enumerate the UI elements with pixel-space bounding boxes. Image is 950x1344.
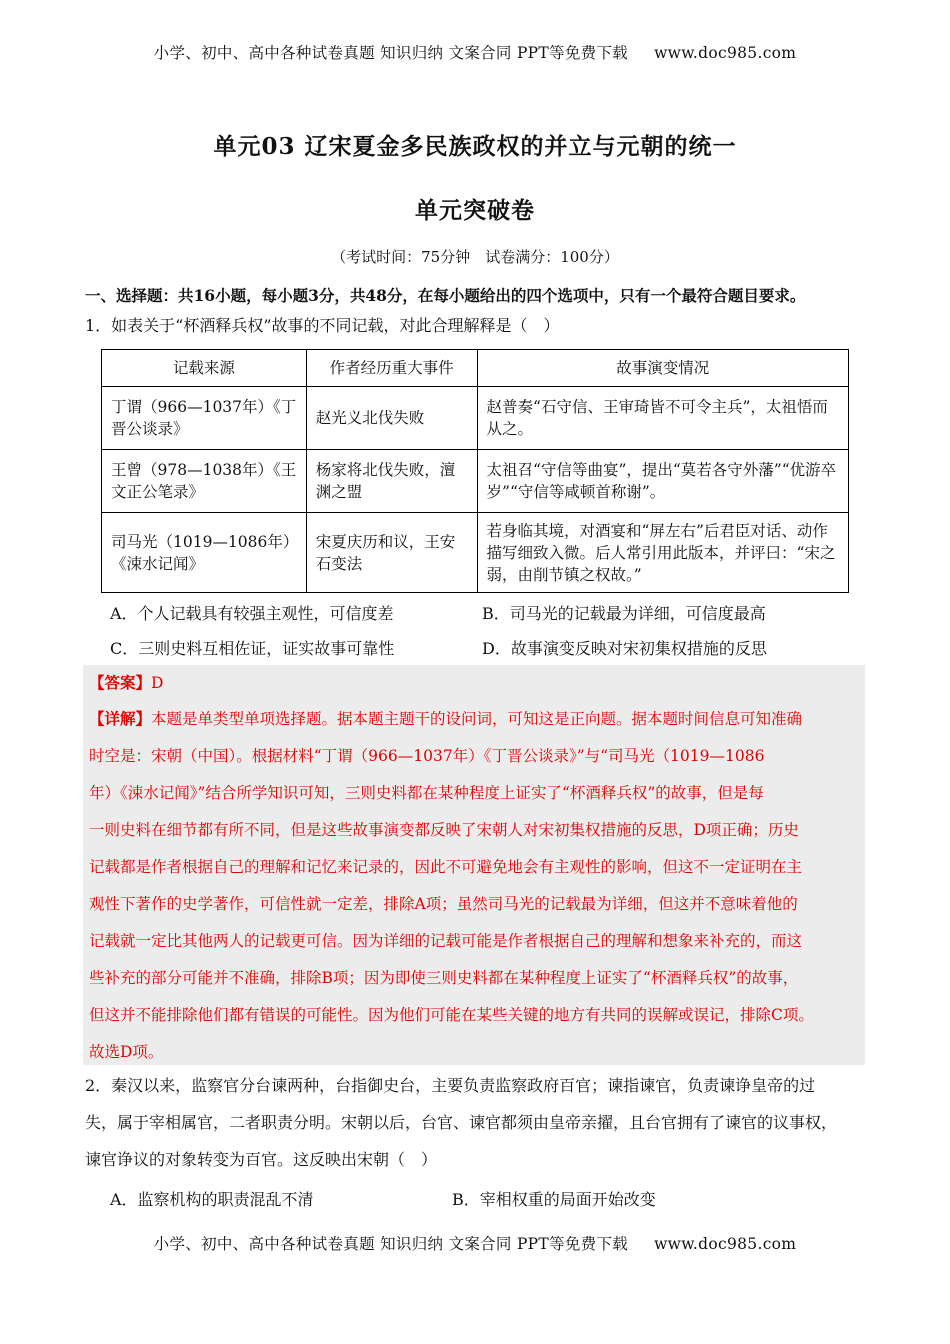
table-row [102, 450, 849, 513]
table-cell: 司马光（1019—1086年）《涑水记闻》 [102, 513, 307, 593]
question-1-stem: 1．如表关于“杯酒释兵权”故事的不同记载，对此合理解释是（ ） [85, 316, 560, 335]
table-cell: 赵光义北伐失败 [306, 387, 477, 450]
detail-line: 些补充的部分可能并不准确，排除B项；因为即使三则史料都在某种程度上证实了“杯酒释兵权”的故事， [89, 969, 799, 987]
detail-line [89, 707, 867, 729]
page-subtitle: 单元突破卷 [415, 197, 535, 224]
detail-line: 一则史料在细节都有所不同，但是这些故事演变都反映了宋朝人对宋初集权措施的反思，D项正确；历史 [89, 821, 799, 839]
answer-tag: 【答案】 [89, 673, 152, 692]
table-cell: 赵普奏“石守信、王审琦皆不可令主兵”，太祖悟而从之。 [477, 387, 848, 450]
table-cell: 若身临其境，对酒宴和“屏左右”后君臣对话、动作描写细致入微。后人常引用此版本，并评曰：“宋之弱，由削节镇之权故。” [477, 513, 848, 593]
q1-option-b[interactable]: B．司马光的记载最为详细，可信度最高 [482, 604, 766, 623]
record-table [101, 349, 849, 593]
banner-url[interactable]: www.doc985.com [654, 44, 797, 62]
table-cell: 宋夏庆历和议，王安石变法 [306, 513, 477, 593]
question-2-stem-line: 2．秦汉以来，监察官分台谏两种，台指御史台，主要负责监察政府百官；谏指谏官，负责谏诤皇帝的过 [85, 1076, 816, 1095]
detail-tag: 【详解】 [89, 709, 152, 728]
detail-line: 记载都是作者根据自己的理解和记忆来记录的，因此不可避免地会有主观性的影响，但这不一定证明在主 [89, 858, 803, 876]
table-cell: 太祖召“守信等曲宴”，提出“莫若各守外藩”“优游卒岁”“守信等咸顿首称谢”。 [477, 450, 848, 513]
table-cell: 王曾（978—1038年）《王文正公笔录》 [102, 450, 307, 513]
detail-text: 本题是单类型单项选择题。据本题主题干的设问词，可知这是正向题。据本题时间信息可知准确 [151, 710, 803, 728]
table-cell: 丁谓（966—1037年）《丁晋公谈录》 [102, 387, 307, 450]
q1-option-a[interactable]: A．个人记载具有较强主观性，可信度差 [110, 604, 394, 623]
exam-info: （考试时间：75分钟 试卷满分：100分） [331, 248, 619, 266]
header-banner [0, 41, 950, 63]
q1-option-d[interactable]: D．故事演变反映对宋初集权措施的反思 [482, 639, 767, 658]
answer-line [89, 671, 867, 693]
q2-option-a[interactable]: A．监察机构的职责混乱不清 [110, 1190, 314, 1209]
answer-value: D [151, 674, 164, 692]
banner-url[interactable]: www.doc985.com [654, 1235, 797, 1253]
section-heading: 一、选择题：共16小题，每小题3分，共48分，在每小题给出的四个选项中，只有一个最符合题目要求。 [85, 286, 806, 305]
table-header-cell: 故事演变情况 [477, 350, 848, 387]
q2-option-b[interactable]: B．宰相权重的局面开始改变 [452, 1190, 656, 1209]
question-2-stem-line: 谏官诤议的对象转变为百官。这反映出宋朝（ ） [85, 1150, 438, 1169]
detail-line: 故选D项。 [89, 1043, 164, 1061]
q1-option-c[interactable]: C．三则史料互相佐证，证实故事可靠性 [110, 639, 395, 658]
table-row [102, 387, 849, 450]
banner-text: 小学、初中、高中各种试卷真题 知识归纳 文案合同 PPT等免费下载 [153, 44, 629, 62]
detail-line: 记载就一定比其他两人的记载更可信。因为详细的记载可能是作者根据自己的理解和想象来补充的，而这 [89, 932, 803, 950]
table-header-cell: 作者经历重大事件 [306, 350, 477, 387]
table-cell: 杨家将北伐失败，澶渊之盟 [306, 450, 477, 513]
detail-line: 但这并不能排除他们都有错误的可能性。因为他们可能在某些关键的地方有共同的误解或误记，排除C项。 [89, 1006, 814, 1024]
footer-banner [0, 1232, 950, 1254]
table-row [102, 513, 849, 593]
banner-text: 小学、初中、高中各种试卷真题 知识归纳 文案合同 PPT等免费下载 [153, 1235, 629, 1253]
question-2-stem-line: 失，属于宰相属官，二者职责分明。宋朝以后，台官、谏官都须由皇帝亲擢，且台官拥有了谏官的议事权， [85, 1113, 838, 1132]
table-header-row [102, 350, 849, 387]
page-title: 单元03 辽宋夏金多民族政权的并立与元朝的统一 [213, 133, 737, 160]
table-header-cell: 记载来源 [102, 350, 307, 387]
detail-line: 观性下著作的史学著作，可信性就一定差，排除A项；虽然司马光的记载最为详细，但这并不意味着他的 [89, 895, 798, 913]
detail-line: 时空是：宋朝（中国）。根据材料“丁谓（966—1037年）《丁晋公谈录》”与“司马光（1019—1086 [89, 747, 765, 765]
detail-line: 年）《涑水记闻》”结合所学知识可知，三则史料都在某种程度上证实了“杯酒释兵权”的故事，但是每 [89, 784, 764, 802]
